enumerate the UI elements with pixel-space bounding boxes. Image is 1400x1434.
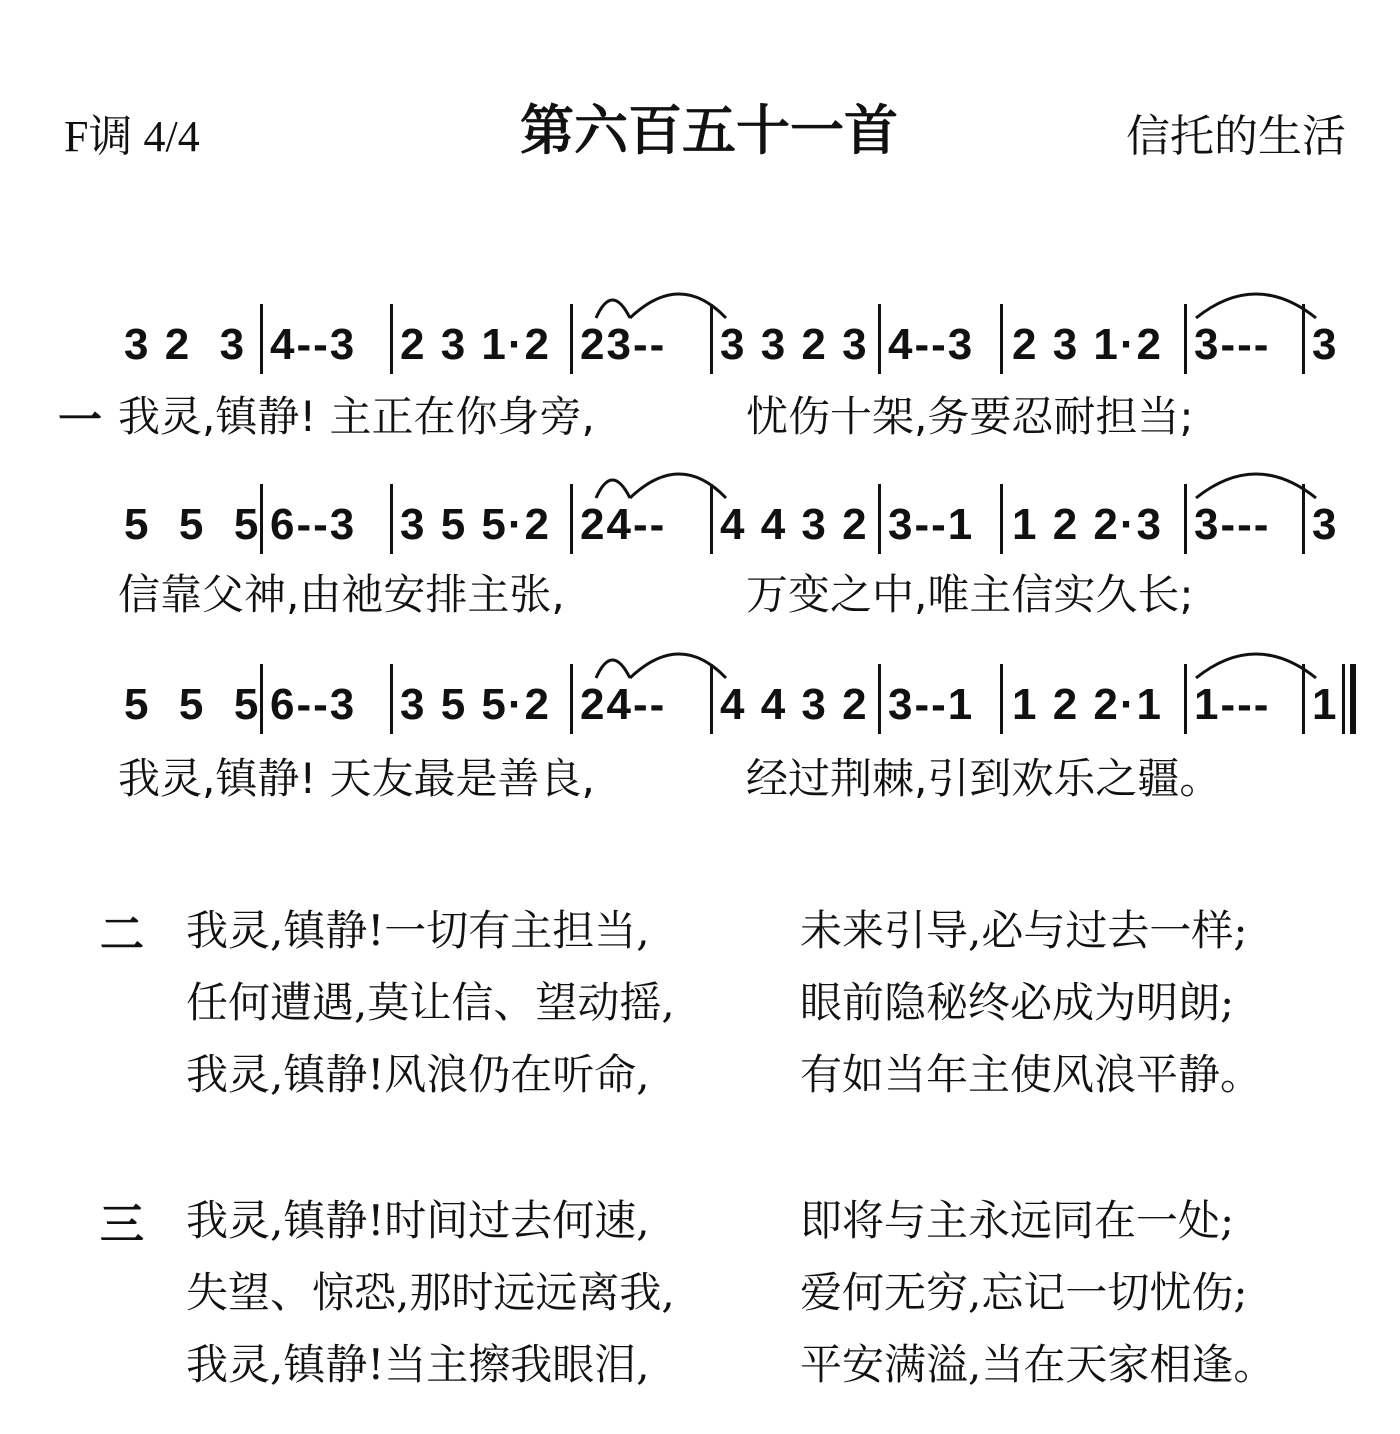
measure: 3 2 3 bbox=[124, 320, 247, 369]
lyric-line: 忧伤十架,务要忍耐担当; bbox=[746, 392, 1194, 441]
measure: 4 4 3 2 bbox=[720, 680, 869, 729]
measure: 3 3 2 3 bbox=[720, 320, 869, 369]
measure: 5 5 5 bbox=[124, 500, 261, 549]
verse-line: 未来引导,必与过去一样; bbox=[800, 906, 1248, 955]
lyric-line: 信靠父神,由祂安排主张, bbox=[118, 570, 565, 619]
key-signature: F调 4/4 bbox=[64, 112, 200, 161]
verse-line: 我灵,镇静!时间过去何速, bbox=[186, 1196, 650, 1245]
verse-line: 失望、惊恐,那时远远离我, bbox=[186, 1268, 675, 1317]
barline bbox=[878, 664, 881, 734]
barline bbox=[878, 484, 881, 554]
measure: 3--1 bbox=[888, 680, 975, 729]
final-barline-thin bbox=[1342, 664, 1345, 734]
measure: 6--3 bbox=[270, 500, 357, 549]
barline bbox=[570, 304, 573, 374]
verse-number: 三 bbox=[100, 1199, 144, 1250]
measure: 3 5 5·2 bbox=[400, 500, 551, 549]
barline bbox=[1184, 484, 1187, 554]
barline bbox=[710, 484, 713, 554]
measure: 2 3 1·2 bbox=[1012, 320, 1163, 369]
measure: 2 3 1·2 bbox=[400, 320, 551, 369]
barline bbox=[710, 664, 713, 734]
verse-number: 二 bbox=[100, 909, 144, 960]
measure: 3--- bbox=[1194, 500, 1271, 549]
measure: 24-- bbox=[580, 680, 667, 729]
verse-line: 我灵,镇静!当主擦我眼泪, bbox=[186, 1340, 650, 1389]
measure: 3 bbox=[1312, 500, 1339, 549]
barline bbox=[710, 304, 713, 374]
verse-line: 有如当年主使风浪平静。 bbox=[800, 1050, 1263, 1099]
measure: 4--3 bbox=[270, 320, 357, 369]
lyric-line: 万变之中,唯主信实久长; bbox=[746, 570, 1194, 619]
barline bbox=[570, 484, 573, 554]
measure: 1 2 2·1 bbox=[1012, 680, 1163, 729]
measure: 23-- bbox=[580, 320, 667, 369]
barline bbox=[1000, 304, 1003, 374]
verse-line: 爱何无穷,忘记一切忧伤; bbox=[800, 1268, 1248, 1317]
lyric-line: 经过荆棘,引到欢乐之疆。 bbox=[746, 754, 1222, 803]
measure: 3--- bbox=[1194, 320, 1271, 369]
measure: 3--1 bbox=[888, 500, 975, 549]
barline bbox=[1000, 484, 1003, 554]
barline bbox=[1000, 664, 1003, 734]
barline bbox=[1302, 664, 1305, 734]
measure: 3 5 5·2 bbox=[400, 680, 551, 729]
verse-line: 我灵,镇静!一切有主担当, bbox=[186, 906, 650, 955]
barline bbox=[1184, 304, 1187, 374]
barline bbox=[260, 664, 263, 734]
hymn-subtitle: 信托的生活 bbox=[1126, 111, 1346, 162]
measure: 4--3 bbox=[888, 320, 975, 369]
barline bbox=[1302, 484, 1305, 554]
barline bbox=[260, 484, 263, 554]
measure: 1 2 2·3 bbox=[1012, 500, 1163, 549]
barline bbox=[390, 484, 393, 554]
barline bbox=[1184, 664, 1187, 734]
barline bbox=[570, 664, 573, 734]
barline bbox=[390, 664, 393, 734]
verse-number: 一 bbox=[58, 395, 102, 446]
measure: 3 bbox=[1312, 320, 1339, 369]
hymn-title: 第六百五十一首 bbox=[520, 99, 898, 162]
barline bbox=[1302, 304, 1305, 374]
barline bbox=[260, 304, 263, 374]
barline bbox=[878, 304, 881, 374]
measure: 1--- bbox=[1194, 680, 1271, 729]
verse-line: 任何遭遇,莫让信、望动摇, bbox=[186, 978, 675, 1027]
measure: 6--3 bbox=[270, 680, 357, 729]
measure: 1 bbox=[1312, 680, 1339, 729]
verse-line: 平安满溢,当在天家相逢。 bbox=[800, 1340, 1276, 1389]
lyric-line: 我灵,镇静! 天友最是善良, bbox=[118, 754, 595, 803]
verse-line: 眼前隐秘终必成为明朗; bbox=[800, 978, 1235, 1027]
final-barline-thick bbox=[1350, 664, 1356, 734]
verse-line: 即将与主永远同在一处; bbox=[800, 1196, 1235, 1245]
measure: 24-- bbox=[580, 500, 667, 549]
barline bbox=[390, 304, 393, 374]
measure: 4 4 3 2 bbox=[720, 500, 869, 549]
lyric-line: 我灵,镇静! 主正在你身旁, bbox=[118, 392, 595, 441]
verse-line: 我灵,镇静!风浪仍在听命, bbox=[186, 1050, 650, 1099]
measure: 5 5 5 bbox=[124, 680, 261, 729]
